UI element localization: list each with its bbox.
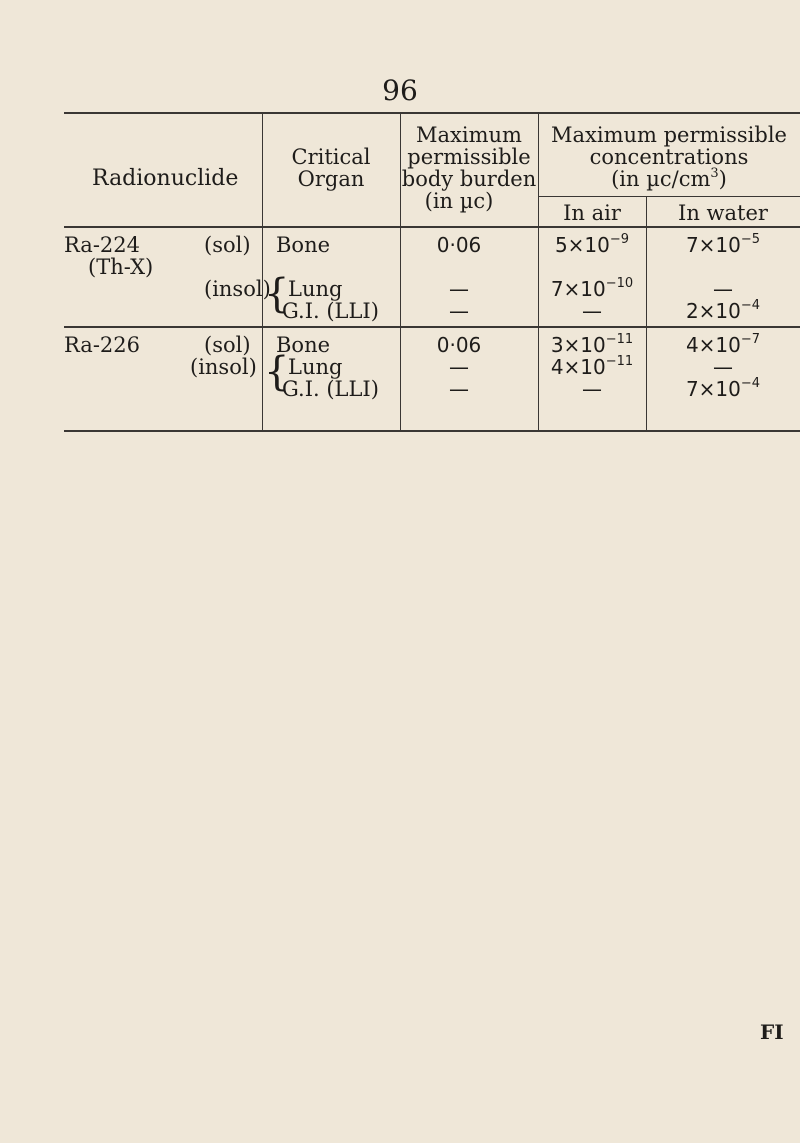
- form-insol: (insol): [204, 277, 271, 301]
- organ-bone: Bone: [276, 233, 331, 257]
- burden-value: 0·06: [436, 233, 482, 257]
- brace-left: {: [264, 271, 290, 317]
- water-value: $7\times 10^{-4}$: [685, 376, 761, 401]
- air-value: $5\times 10^{-9}$: [554, 232, 630, 257]
- brace-left: {: [264, 349, 290, 395]
- header-in-water: In water: [678, 201, 768, 225]
- page-number: 96: [382, 74, 418, 107]
- organ-bone: Bone: [276, 333, 331, 357]
- water-value: —: [713, 355, 733, 379]
- organ-gi: G.I. (LLI): [282, 299, 379, 323]
- header-burden-4: (in µc): [424, 189, 494, 213]
- header-burden-1: Maximum: [416, 123, 522, 147]
- footer-mark: FI: [760, 1020, 784, 1044]
- header-in-air: In air: [563, 201, 621, 225]
- header-conc-1: Maximum permissible: [550, 123, 787, 147]
- table-top-rule: [64, 112, 800, 114]
- header-critical: Critical: [291, 145, 371, 169]
- burden-value: 0·06: [436, 333, 482, 357]
- header-conc-2: concentrations: [589, 145, 749, 169]
- header-organ: Organ: [297, 167, 365, 191]
- water-value: $2\times 10^{-4}$: [685, 298, 761, 323]
- conc-subheader-rule: [538, 196, 800, 197]
- burden-value: —: [449, 377, 469, 401]
- nuclide-ra224-sub: (Th-X): [88, 255, 154, 279]
- water-value: —: [713, 277, 733, 301]
- burden-value: —: [449, 355, 469, 379]
- form-insol: (insol): [190, 355, 257, 379]
- header-burden-3: body burden: [401, 167, 537, 191]
- organ-gi: G.I. (LLI): [282, 377, 379, 401]
- header-radionuclide: Radionuclide: [92, 166, 239, 191]
- organ-lung: Lung: [288, 355, 343, 379]
- table-bottom-rule: [64, 430, 800, 432]
- nuclide-ra226: Ra-226: [64, 333, 140, 357]
- burden-value: —: [449, 299, 469, 323]
- air-value: —: [582, 377, 602, 401]
- header-bottom-rule: [64, 226, 800, 228]
- header-burden-2: permissible: [407, 145, 531, 169]
- row-divider: [64, 326, 800, 328]
- water-value: $4\times 10^{-7}$: [685, 332, 761, 357]
- organ-lung: Lung: [288, 277, 343, 301]
- burden-value: —: [449, 277, 469, 301]
- air-value: $7\times 10^{-10}$: [550, 276, 634, 301]
- air-value: —: [582, 299, 602, 323]
- header-conc-3: (in $\mu c/cm^3$): [611, 166, 727, 191]
- air-value: $3\times 10^{-11}$: [550, 332, 634, 357]
- air-value: $4\times 10^{-11}$: [550, 354, 634, 379]
- nuclide-ra224: Ra-224: [64, 233, 140, 257]
- form-sol: (sol): [204, 333, 251, 357]
- water-value: $7\times 10^{-5}$: [685, 232, 761, 257]
- form-sol: (sol): [204, 233, 251, 257]
